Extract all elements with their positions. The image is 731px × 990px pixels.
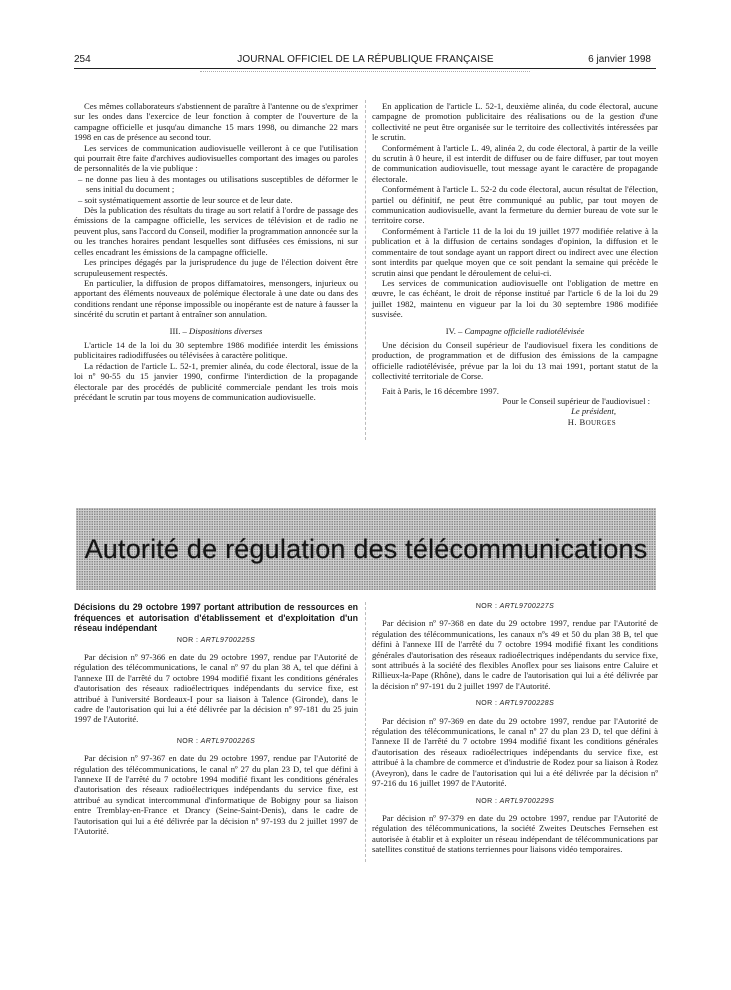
nor-label: NOR : bbox=[176, 636, 199, 644]
nor-label: NOR : bbox=[475, 797, 498, 805]
top-left-column bbox=[74, 101, 358, 402]
nor-code: ARTL9700228S bbox=[499, 700, 555, 708]
nor-reference bbox=[74, 737, 358, 747]
nor-reference bbox=[372, 602, 658, 612]
top-right-column bbox=[372, 101, 658, 428]
nor-code: ARTL9700225S bbox=[200, 636, 256, 644]
nor-code: ARTL9700226S bbox=[200, 737, 256, 745]
paragraph: En application de l'article L. 52-1, deuxième alinéa, du code électoral, aucune campagne de promotion publicitaire des réalisations ou de la gestion d'une collectivité ne peut être organisée sur le territoire des collectivités intéressées par le scrutin. bbox=[372, 101, 658, 143]
section-number: III. – bbox=[169, 325, 187, 336]
decision-paragraph: Par décision nº 97-366 en date du 29 octobre 1997, rendue par l'Autorité de régulation des télécommunications, le canal nº 97 du plan 38 A, tel que défini à l'annexe III de l'arrêté du 7 octobre 1994 modifié fixant les conditions générales d'autorisation des réseaux radioélectriques indépendants du service fixe, est attribué à l'université Bordeaux-I pour sa liaison à Talence (Gironde), dans le cadre de l'autorisation qui lui a été délivrée par la décision nº 97-181 du 25 juin 1997 de l'Autorité. bbox=[74, 651, 358, 725]
nor-code: ARTL9700227S bbox=[499, 603, 555, 610]
paragraph: Les services de communication audiovisuelle veilleront à ce que l'utilisation qui pourrait être faite d'archives audiovisuelles comportant des images ou paroles de personnalités de la vie publique : bbox=[74, 142, 358, 174]
journal-title: JOURNAL OFFICIEL DE LA RÉPUBLIQUE FRANÇAISE bbox=[237, 54, 494, 65]
section-number: IV. – bbox=[445, 325, 463, 336]
paragraph: Conformément à l'article L. 52-2 du code électoral, aucun résultat de l'élection, partiel ou définitif, ne peut être communiqué au public, par tout moyen de communication audiovisuelle, avant la fermeture du dernier bureau de vote sur le territoire corse. bbox=[372, 184, 658, 226]
signature-title: Le président, bbox=[571, 406, 616, 417]
place-date: Fait à Paris, le 16 décembre 1997. bbox=[382, 385, 499, 396]
nor-label: NOR : bbox=[176, 737, 199, 745]
list-item: – soit systématiquement assortie de leur source et de leur date. bbox=[78, 194, 293, 205]
paragraph: L'article 14 de la loi du 30 septembre 1986 modifiée interdit les émissions publicitaires radiodiffusées ou télévisées à caractère politique. bbox=[74, 339, 358, 361]
decision-paragraph: Par décision nº 97-367 en date du 29 octobre 1997, rendue par l'Autorité de régulation des télécommunications, le canal nº 27 du plan 23 D, tel que défini à l'annexe II de l'arrêté du 7 octobre 1994 modifié fixant les conditions générales d'autorisation des réseaux radioélectriques indépendants du service fixe, est attribué au syndicat intercommunal d'informatique de Bobigny pour sa liaison entre Tremblay-en-France et Drancy (Seine-Saint-Denis), dans le cadre de l'autorisation qui lui a été délivrée par la décision nº 97-193 du 2 juillet 1997 de l'Autorité. bbox=[74, 753, 358, 836]
page-number: 254 bbox=[74, 54, 91, 65]
nor-reference bbox=[74, 636, 358, 646]
signature-surname: OURGES bbox=[585, 418, 616, 427]
bottom-left-column bbox=[74, 602, 358, 836]
signature-line: Pour le Conseil supérieur de l'audiovisuel : bbox=[502, 395, 650, 406]
nor-label: NOR : bbox=[475, 700, 498, 708]
paragraph: Les services de communication audiovisuelle ont l'obligation de mettre en œuvre, le cas échéant, le droit de réponse institué par l'article 6 de la loi du 29 juillet 1982, maintenu en vigueur par la loi du 30 septembre 1986 modifiée susvisée. bbox=[372, 277, 658, 320]
header-dotted-rule bbox=[200, 71, 530, 72]
banner-title: Autorité de régulation des télécommunications bbox=[84, 533, 648, 564]
paragraph: En particulier, la diffusion de propos diffamatoires, mensongers, injurieux ou apportant des éléments nouveaux de polémique électorale à une date ou dans des conditions rendant une réponse impossible ou inopérante est de nature à fausser la sincérité du scrutin et partant à entraîner son annulation. bbox=[74, 277, 358, 320]
paragraph: Les principes dégagés par la jurisprudence du juge de l'élection doivent être scrupuleusement respectés. bbox=[74, 257, 358, 278]
bottom-right-column bbox=[372, 602, 658, 855]
section-heading-4 bbox=[372, 326, 658, 336]
decision-title: Décisions du 29 octobre 1997 portant attribution de ressources en fréquences et autorisation d'établissement et d'exploitation d'un réseau indépendant bbox=[74, 602, 358, 633]
nor-reference bbox=[372, 699, 658, 709]
paragraph: Conformément à l'article L. 49, alinéa 2, du code électoral, à partir de la veille du scrutin à 0 heure, il est interdit de diffuser ou de faire diffuser, par tout moyen de communication audiovisuelle, tout message ayant le caractère de propagande électorale. bbox=[372, 142, 658, 184]
paragraph: Ces mêmes collaborateurs s'abstiennent de paraître à l'antenne ou de s'exprimer sur les ondes dans l'exercice de leur fonction à compter de l'ouverture de la campagne officielle et jusqu'au dimanche 15 mars 1998, ou dimanche 22 mars 1998 en cas de présence au second tour. bbox=[74, 101, 358, 143]
column-separator bbox=[365, 602, 366, 862]
section-heading-3 bbox=[74, 326, 358, 336]
nor-reference bbox=[372, 797, 658, 807]
section-title: Dispositions diverses bbox=[189, 325, 263, 336]
paragraph: La rédaction de l'article L. 52-1, premier alinéa, du code électoral, issue de la loi nº 90-55 du 15 janvier 1990, confirme l'interdiction de la propagande électorale par des procédés de publicité commerciale pendant les trois mois précédant le scrutin par tous moyens de communication audiovisuelle. bbox=[74, 360, 358, 402]
issue-date: 6 janvier 1998 bbox=[588, 54, 651, 65]
decision-paragraph: Par décision nº 97-368 en date du 29 octobre 1997, rendue par l'Autorité de régulation des télécommunications, les canaux nºs 49 et 50 du plan 38 B, tel que défini à l'annexe III de l'arrêté du 7 octobre 1994 modifié fixant les conditions générales d'autorisation des réseaux radioélectriques indépendants du service fixe, sont attribués à la société des flexibles Anoflex pour ses liaisons entre Caluire et Rillieux-la-Pape (Rhône), dans le cadre de l'autorisation qui lui a été délivrée par la décision nº 97-191 du 2 juillet 1997 de l'Autorité. bbox=[372, 618, 658, 691]
paragraph: Une décision du Conseil supérieur de l'audiovisuel fixera les conditions de production, de programmation et de diffusion des émissions de la campagne officielle radiotélévisée, prévue par la loi du 13 mai 1991, portant statut de la collectivité territoriale de Corse. bbox=[372, 339, 658, 382]
decision-paragraph: Par décision nº 97-369 en date du 29 octobre 1997, rendue par l'Autorité de régulation des télécommunications, le canal nº 27 du plan 23 D, tel que défini à l'annexe II de l'arrêté du 7 octobre 1994 modifié fixant les conditions générales d'autorisation des réseaux radioélectriques indépendants du service fixe, est attribué à la chambre de commerce et d'industrie de Rodez pour sa liaison à Rodez (Aveyron), dans le cadre de l'autorisation qui lui a été délivrée par la décision nº 97-216 du 16 juillet 1997 de l'Autorité. bbox=[372, 715, 658, 789]
nor-label: NOR : bbox=[475, 603, 498, 610]
signature-initial: H. B bbox=[567, 416, 586, 427]
paragraph: Dès la publication des résultats du tirage au sort relatif à l'ordre de passage des émissions de la campagne officielle, les services de télévision et de radio ne peuvent plus, sans l'accord du Conseil, modifier la programmation annoncée sur la ou les tranches horaires pendant lesquelles sont diffusées ces émissions, ni sur celles encadrant les émissions de la campagne officielle. bbox=[74, 205, 358, 257]
paragraph: Conformément à l'article 11 de la loi du 19 juillet 1977 modifiée relative à la publication et à la diffusion de certains sondages d'opinion, la diffusion et le commentaire de tout sondage ayant un rapport direct ou indirect avec une élection sont interdits par quelque moyen que ce soit pendant la semaine qui précède le scrutin ainsi que pendant le déroulement de celui-ci. bbox=[372, 225, 658, 278]
decision-paragraph: Par décision nº 97-379 en date du 29 octobre 1997, rendue par l'Autorité de régulation des télécommunications, la société Zweites Deutsches Fernsehen est autorisée à établir et à exploiter un réseau indépendant de télécommunications par satellites constitué de stations terriennes pour liaisons vidéo temporaires. bbox=[372, 812, 658, 855]
signature-name bbox=[372, 417, 658, 428]
list-item: – ne donne pas lieu à des montages ou utilisations susceptibles de déformer le sens initial du document ; bbox=[78, 173, 358, 195]
section-banner bbox=[76, 508, 656, 590]
section-title: Campagne officielle radiotélévisée bbox=[464, 325, 585, 336]
nor-code: ARTL9700229S bbox=[499, 797, 555, 805]
column-separator bbox=[365, 100, 366, 440]
header-rule bbox=[74, 68, 656, 69]
